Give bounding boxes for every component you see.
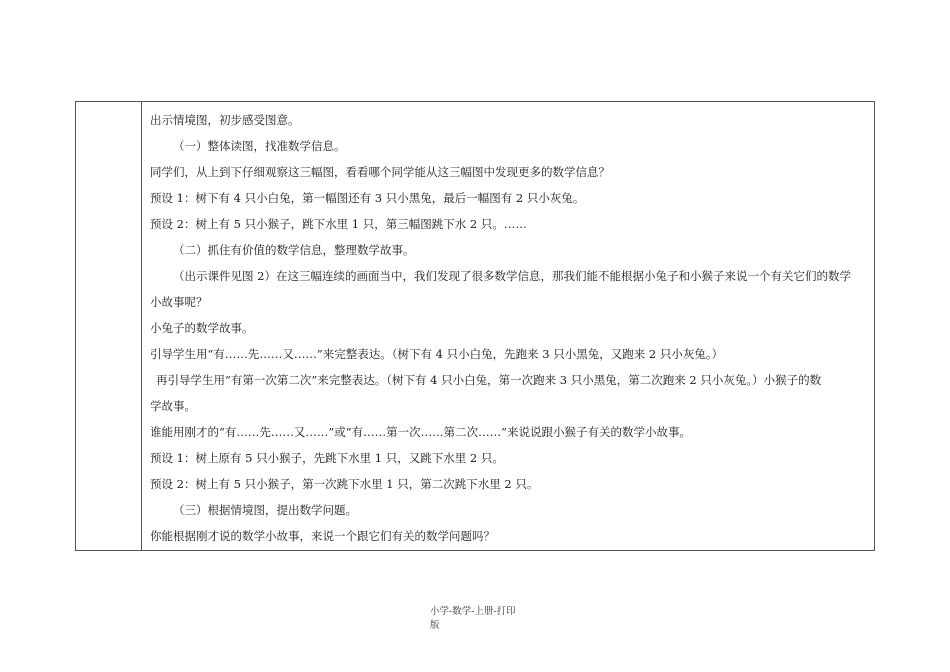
- paragraph: 预设 1：树下有 4 只小白兔，第一幅图还有 3 只小黑兔，最后一幅图有 2 只小灰兔。: [150, 191, 585, 205]
- paragraph: 谁能用刚才的“有……先……又……”或“有……第一次……第二次……”来说说跟小猴子有关的数学小故事。: [150, 425, 692, 439]
- paragraph: 同学们，从上到下仔细观察这三幅图，看看哪个同学能从这三幅图中发现更多的数学信息？: [150, 165, 610, 179]
- paragraph: 小故事呢？: [150, 295, 208, 309]
- paragraph: 预设 1：树上原有 5 只小猴子，先跳下水里 1 只，又跳下水里 2 只。: [150, 451, 504, 465]
- paragraph: 再引导学生用“有第一次第二次”来完整表达。（树下有 4 只小白兔，第一次跑来 3 只小黑兔，第二次跑来 2 只小灰兔。）小猴子的数: [156, 373, 822, 387]
- table-content-cell: [142, 102, 874, 550]
- paragraph: （一）整体读图，找准数学信息。: [173, 139, 346, 153]
- paragraph: 预设 2：树上有 5 只小猴子，跳下水里 1 只，第三幅图跳下水 2 只。……: [150, 217, 527, 231]
- table-label-cell: [76, 102, 142, 550]
- footer-line: 版: [430, 620, 440, 631]
- paragraph: （三）根据情境图，提出数学问题。: [173, 503, 357, 517]
- paragraph: 预设 2：树上有 5 只小猴子，第一次跳下水里 1 只，第二次跳下水里 2 只。: [150, 477, 539, 491]
- paragraph: （出示课件见图 2）在这三幅连续的画面当中，我们发现了很多数学信息，那我们能不能根据小兔子和小猴子来说一个有关它们的数学: [173, 269, 851, 283]
- paragraph: （二）抓住有价值的数学信息，整理数学故事。: [173, 243, 415, 257]
- paragraph: 小兔子的数学故事。: [150, 321, 254, 335]
- paragraph: 引导学生用“有……先……又……”来完整表达。（树下有 4 只小白兔，先跑来 3 只小黑兔，又跑来 2 只小灰兔。）: [150, 347, 724, 361]
- paragraph: 你能根据刚才说的数学小故事，来说一个跟它们有关的数学问题吗？: [150, 529, 495, 543]
- lesson-table: [75, 101, 875, 551]
- paragraph: 学故事。: [150, 399, 196, 413]
- page-footer: [430, 605, 560, 633]
- footer-line: 小学-数学-上册-打印: [430, 606, 516, 617]
- paragraph: 出示情境图，初步感受图意。: [150, 113, 300, 127]
